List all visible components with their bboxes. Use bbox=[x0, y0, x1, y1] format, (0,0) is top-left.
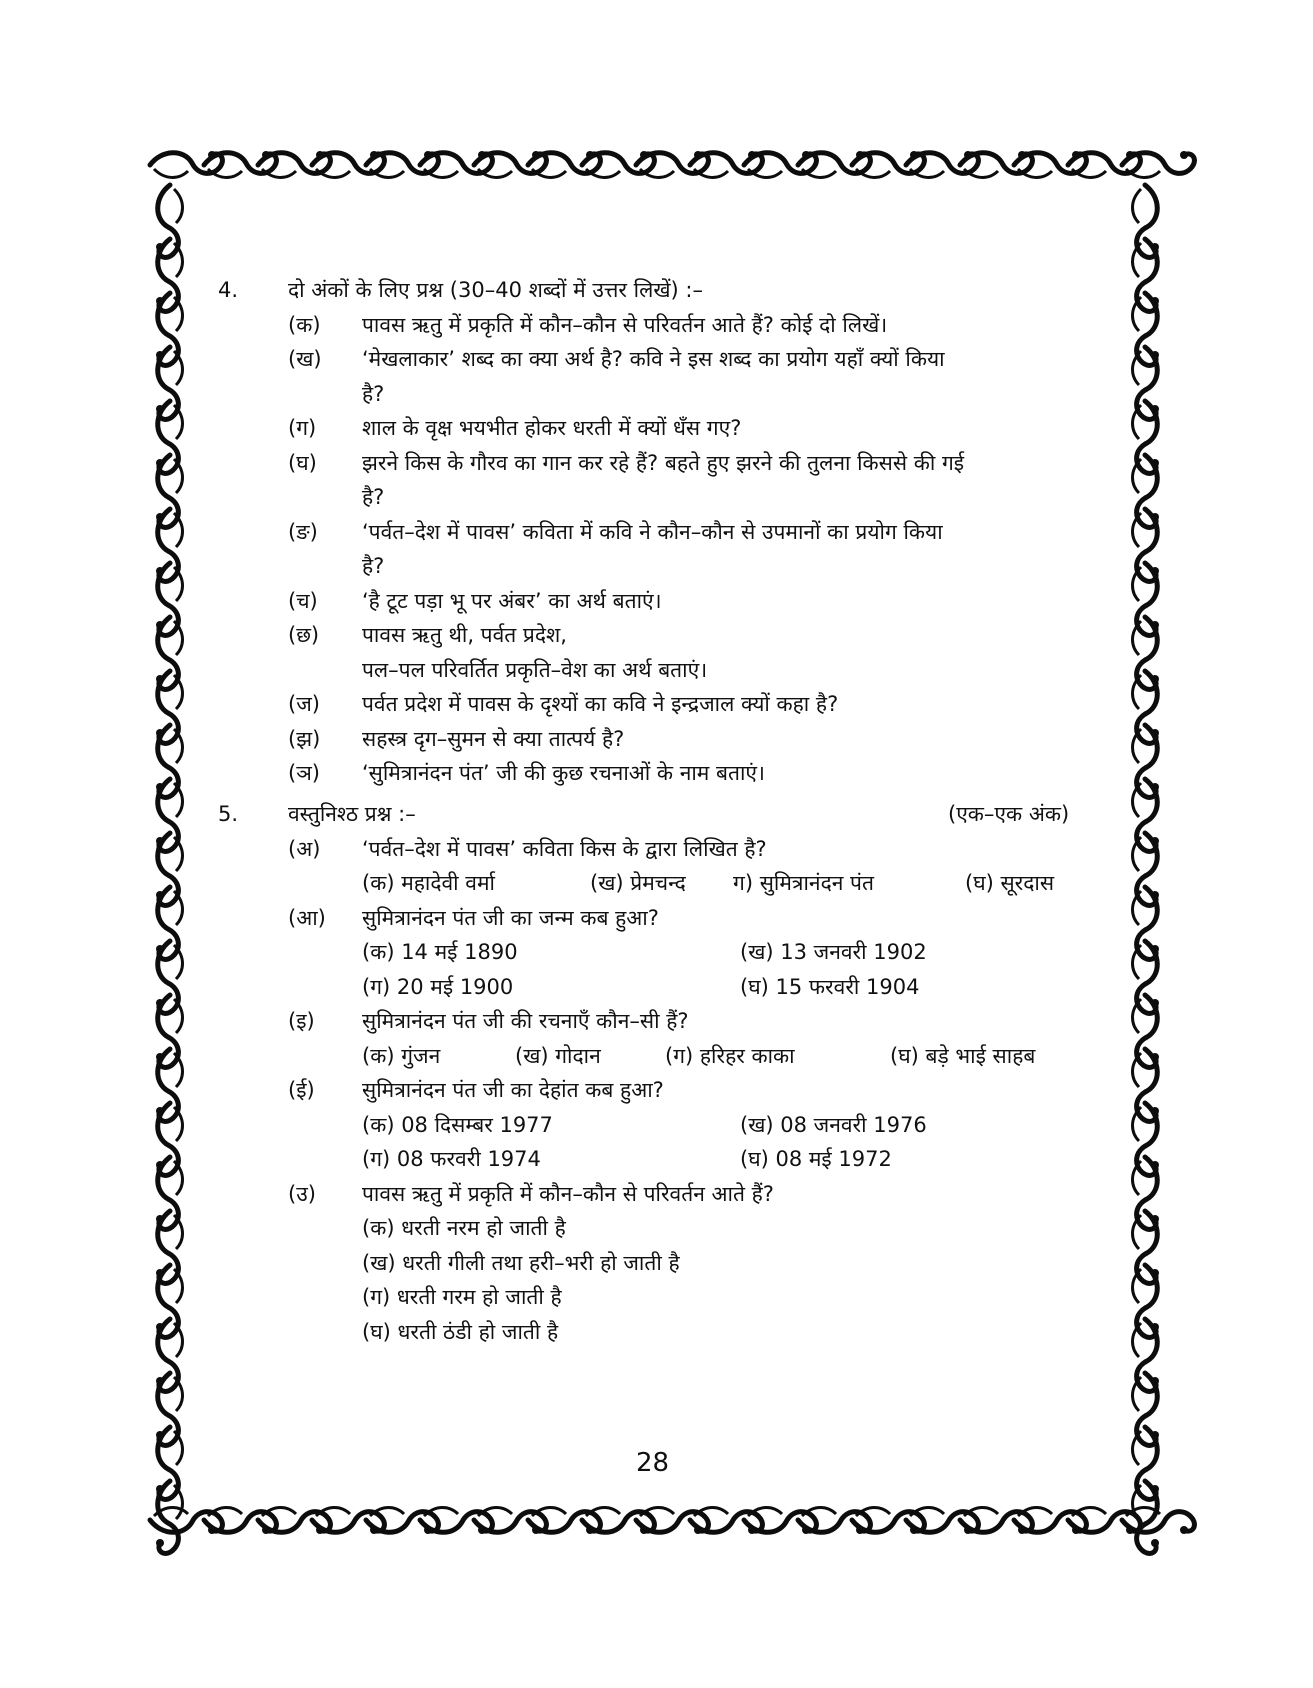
question-text: पावस ऋतु में प्रकृति में कौन–कौन से परिवर्तन आते हैं? bbox=[362, 1181, 774, 1206]
answer-option: (ख) 08 जनवरी 1976 bbox=[740, 1112, 927, 1137]
section-5-marks: (एक–एक अंक) bbox=[948, 802, 1070, 826]
question-label: (उ) bbox=[288, 1181, 316, 1206]
page-number: 28 bbox=[636, 1448, 670, 1478]
question-text: ‘मेखलाकार’ शब्द का क्या अर्थ है? कवि ने इस शब्द का प्रयोग यहाँ क्यों किया bbox=[362, 347, 945, 371]
answer-option: (ग) धरती गरम हो जाती है bbox=[362, 1285, 562, 1309]
answer-option: (ग) 08 फरवरी 1974 bbox=[362, 1147, 541, 1171]
answer-option: (ख) प्रेमचन्द bbox=[590, 871, 686, 895]
section-5-number: 5. bbox=[218, 802, 239, 826]
question-text: पावस ऋतु थी, पर्वत प्रदेश, bbox=[362, 623, 567, 647]
answer-option: (ख) 13 जनवरी 1902 bbox=[740, 940, 927, 964]
question-text: है? bbox=[362, 381, 385, 406]
question-label: (क) bbox=[288, 312, 321, 337]
answer-option: (ख) गोदान bbox=[515, 1043, 601, 1068]
section-4-number: 4. bbox=[218, 278, 239, 302]
question-label: (च) bbox=[288, 588, 318, 613]
answer-option: (ख) धरती गीली तथा हरी–भरी हो जाती है bbox=[362, 1250, 680, 1275]
question-label: (छ) bbox=[288, 623, 320, 647]
question-label: (अ) bbox=[288, 836, 321, 861]
question-label: (घ) bbox=[288, 450, 317, 475]
question-text: ‘पर्वत–देश में पावस’ कविता किस के द्वारा लिखित है? bbox=[362, 836, 767, 861]
answer-option: (ग) 20 मई 1900 bbox=[362, 974, 514, 999]
section-4-heading: दो अंकों के लिए प्रश्न (30–40 शब्दों में उत्तर लिखें) :– bbox=[288, 278, 703, 302]
question-text: सुमित्रानंदन पंत जी का देहांत कब हुआ? bbox=[362, 1078, 664, 1102]
question-text: सुमित्रानंदन पंत जी की रचनाएँ कौन–सी हैं? bbox=[362, 1009, 689, 1033]
answer-option: (ग) हरिहर काका bbox=[665, 1043, 795, 1068]
question-text: सुमित्रानंदन पंत जी का जन्म कब हुआ? bbox=[362, 905, 659, 930]
answer-option: (घ) 08 मई 1972 bbox=[740, 1147, 892, 1171]
question-text: झरने किस के गौरव का गान कर रहे हैं? बहते हुए झरने की तुलना किससे की गई bbox=[362, 450, 965, 475]
answer-option: (क) 14 मई 1890 bbox=[362, 940, 518, 964]
answer-option: (घ) सूरदास bbox=[965, 871, 1055, 895]
question-label: (ग) bbox=[288, 416, 317, 440]
question-text: है? bbox=[362, 554, 385, 578]
answer-option: (क) 08 दिसम्बर 1977 bbox=[362, 1112, 553, 1137]
question-text: ‘पर्वत–देश में पावस’ कविता में कवि ने कौन–कौन से उपमानों का प्रयोग किया bbox=[362, 519, 943, 544]
question-label: (ज) bbox=[288, 692, 320, 716]
question-label: (ङ) bbox=[288, 519, 318, 544]
answer-option: (घ) बड़े भाई साहब bbox=[890, 1043, 1036, 1068]
question-label: (आ) bbox=[288, 905, 326, 930]
question-text: पर्वत प्रदेश में पावस के दृश्यों का कवि ने इन्द्रजाल क्यों कहा है? bbox=[362, 692, 839, 716]
question-label: (ञ) bbox=[288, 761, 320, 785]
question-label: (झ) bbox=[288, 726, 321, 751]
answer-option: (क) महादेवी वर्मा bbox=[362, 871, 495, 895]
question-label: (इ) bbox=[288, 1009, 315, 1033]
question-label: (ख) bbox=[288, 347, 322, 371]
answer-option: (क) गुंजन bbox=[362, 1043, 441, 1068]
question-text: शाल के वृक्ष भयभीत होकर धरती में क्यों धँस गए? bbox=[362, 416, 742, 440]
answer-option: (घ) धरती ठंडी हो जाती है bbox=[362, 1319, 559, 1344]
section-5-heading: वस्तुनिश्ठ प्रश्न :– bbox=[288, 802, 416, 826]
question-label: (ई) bbox=[288, 1078, 315, 1102]
question-text: ‘सुमित्रानंदन पंत’ जी की कुछ रचनाओं के नाम बताएं। bbox=[362, 761, 766, 785]
question-text: है? bbox=[362, 485, 385, 509]
question-text: सहस्त्र दृग–सुमन से क्या तात्पर्य है? bbox=[362, 726, 625, 751]
answer-option: (घ) 15 फरवरी 1904 bbox=[740, 974, 920, 999]
question-text: ‘है टूट पड़ा भू पर अंबर’ का अर्थ बताएं। bbox=[362, 588, 662, 613]
answer-option: ग) सुमित्रानंदन पंत bbox=[733, 871, 874, 895]
answer-option: (क) धरती नरम हो जाती है bbox=[362, 1216, 566, 1240]
question-text: पावस ऋतु में प्रकृति में कौन–कौन से परिवर्तन आते हैं? कोई दो लिखें। bbox=[362, 312, 888, 337]
question-text: पल–पल परिवर्तित प्रकृति–वेश का अर्थ बताएं। bbox=[362, 657, 708, 682]
